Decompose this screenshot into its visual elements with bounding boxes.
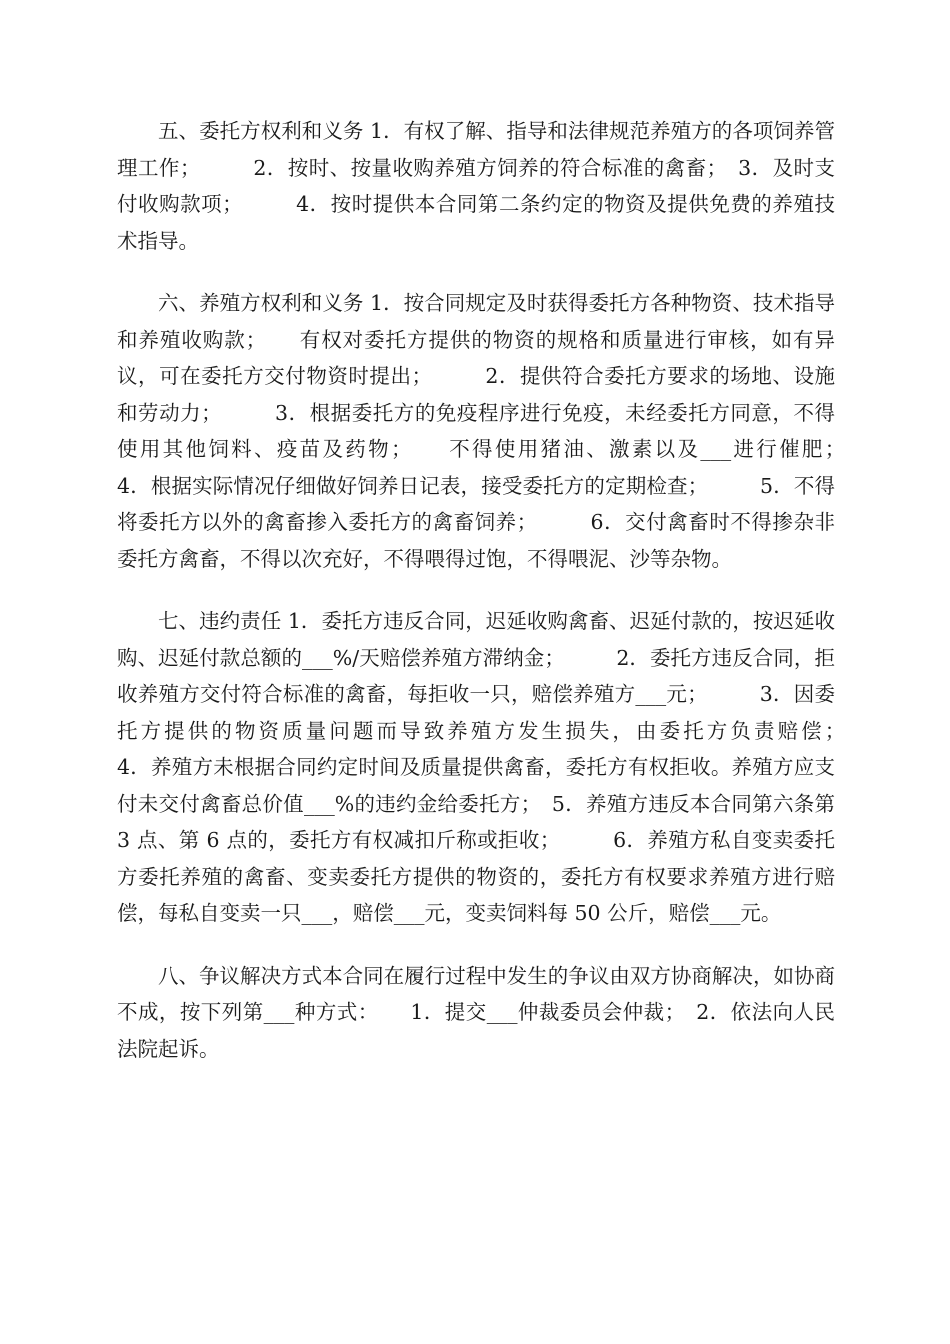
clause-7-liability: 七、违约责任 1．委托方违反合同，迟延收购禽畜、迟延付款的，按迟延收购、迟延付款总额的___%/天赔偿养殖方滞纳金； 2．委托方违反合同，拒收养殖方交付符合标准的禽畜，每拒收一只，赔偿养殖方___元； 3．因委托方提供的物资质量问题而导致养殖方发生损失，由委托方负责赔偿； 4．养殖方未根据合同约定时间及质量提供禽畜，委托方有权拒收。养殖方应支付未交付禽畜总价值___%的违约金给委托方； 5．养殖方违反本合同第六条第 3 点、第 6 点的，委托方有权减扣斤称或拒收； 6．养殖方私自变卖委托方委托养殖的禽畜、变卖委托方提供的物资的，委托方有权要求养殖方进行赔偿，每私自变卖一只___，赔偿___元，变卖饲料每 50 公斤，赔偿___元。 (117, 609, 897, 925)
clause-5-client-rights: 五、委托方权利和义务 1．有权了解、指导和法律规范养殖方的各项饲养管理工作； 2．按时、按量收购养殖方饲养的符合标准的禽畜； 3．及时支付收购款项； 4．按时提供本合同第二条约定的物资及提供免费的养殖技术指导。 (117, 119, 835, 253)
document-page (117, 113, 897, 1093)
clause-6-farmer-rights: 六、养殖方权利和义务 1．按合同规定及时获得委托方各种物资、技术指导和养殖收购款； 有权对委托方提供的物资的规格和质量进行审核，如有异议，可在委托方交付物资时提出； 2．提供符合委托方要求的场地、设施和劳动力； 3．根据委托方的免疫程序进行免疫，未经委托方同意，不得使用其他饲料、疫苗及药物； 不得使用猪油、激素以及___进行催肥； 4．根据实际情况仔细做好饲养日记表，接受委托方的定期检查； 5．不得将委托方以外的禽畜掺入委托方的禽畜饲养； 6．交付禽畜时不得掺杂非委托方禽畜，不得以次充好，不得喂得过饱，不得喂泥、沙等杂物。 (117, 291, 897, 571)
clause-8-dispute-resolution: 八、争议解决方式本合同在履行过程中发生的争议由双方协商解决，如协商不成，按下列第___种方式： 1．提交___仲裁委员会仲裁； 2．依法向人民法院起诉。 (117, 963, 835, 1061)
